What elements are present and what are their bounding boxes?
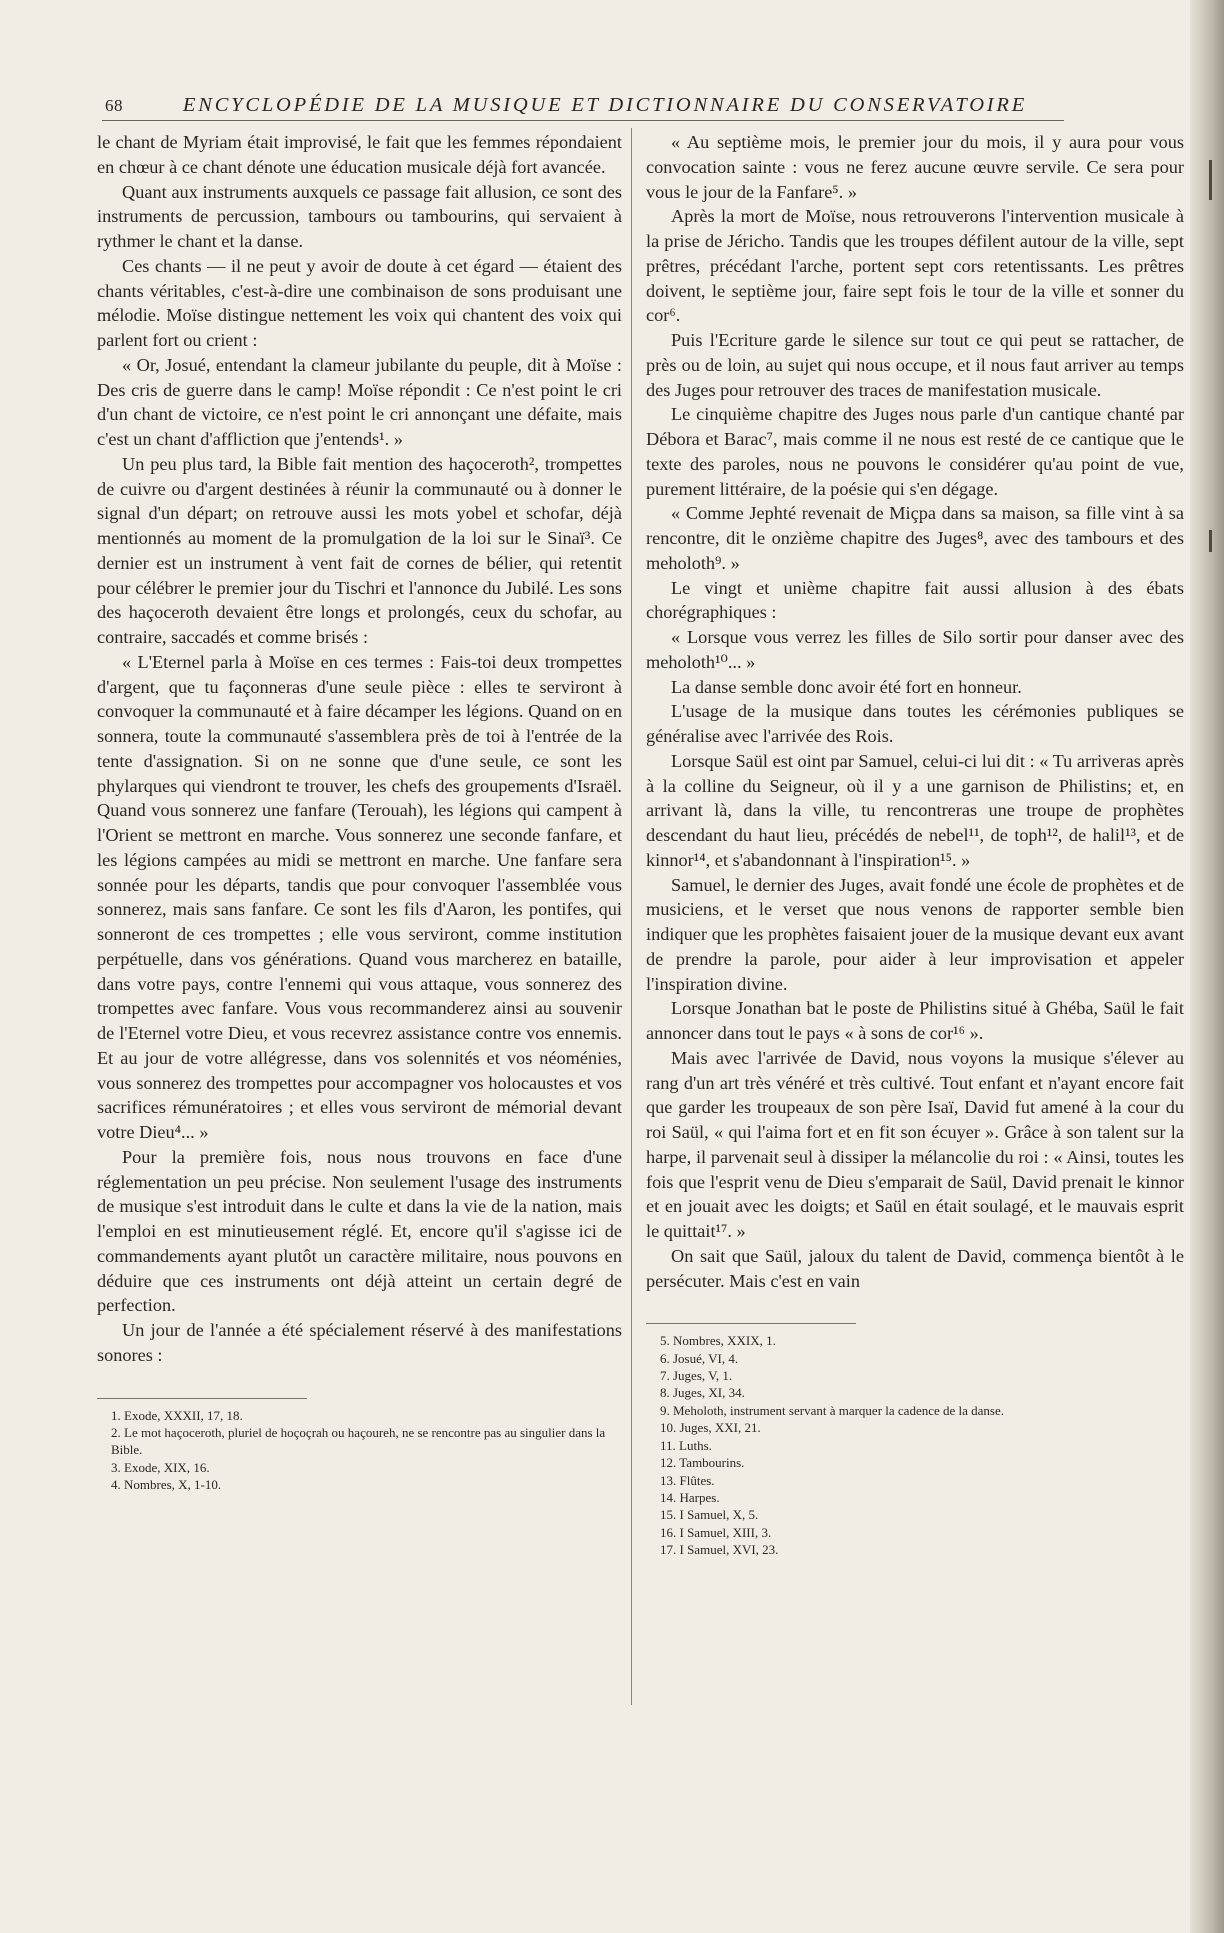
- paragraph: Un peu plus tard, la Bible fait mention des haçoceroth², trompettes de cuivre ou d'argent destinées à réunir la communauté ou à donner le signal d'un départ; on retrouve aussi les mots yobel et schofar, déjà mentionnés au moment de la promulgation de la loi sur le Sinaï³. Ce dernier est un instrument à vent fait de cornes de bélier, qui retentit pour célébrer le premier jour du Tischri et l'annonce du Jubilé. Les sons des haçoceroth devaient être longs et prolongés, ceux du schofar, au contraire, saccadés et comme brisés :: [97, 453, 622, 647]
- footnote: 12. Tambourins.: [660, 1455, 745, 1471]
- paragraph: Samuel, le dernier des Juges, avait fondé une école de prophètes et de musiciens, et le verset que nous venons de rapporter semble bien indiquer que les prophètes faisaient jouer de la musique devant eux avant de prendre la parole, pour aider à leur improvisation et appeler l'inspiration divine.: [646, 874, 1184, 994]
- footnote: 9. Meholoth, instrument servant à marquer la cadence de la danse.: [660, 1402, 1005, 1418]
- paragraph: « Or, Josué, entendant la clameur jubilante du peuple, dit à Moïse : Des cris de guerre dans le camp! Moïse répondit : Ce n'est point le cri d'un chant de victoire, ce n'est point le cri annonçant une défaite, mais c'est un chant d'affliction que j'entends¹. »: [97, 354, 622, 449]
- page-edge: [1190, 0, 1224, 1933]
- paragraph: Mais avec l'arrivée de David, nous voyons la musique s'élever au rang d'un art très vénéré et très cultivé. Tout enfant et n'ayant encore fait que garder les troupeaux de son père Isaï, David fut amené à la cour du roi Saül, « qui l'aima fort et en fit son écuyer ». Grâce à son talent sur la harpe, il parvenait seul à dissiper la mélancolie du roi : « Ainsi, toutes les fois que l'esprit venu de Dieu s'emparait de Saül, David prenait le kinnor et en jouait avec les doigts; et Saül en était soulagé, et le mauvais esprit le quittait¹⁷. »: [646, 1047, 1184, 1241]
- footnote: 6. Josué, VI, 4.: [660, 1350, 739, 1366]
- paragraph: La danse semble donc avoir été fort en honneur.: [671, 676, 1022, 697]
- paragraph: « L'Eternel parla à Moïse en ces termes : Fais-toi deux trompettes d'argent, que tu façonneras d'une seule pièce : elles te serviront à convoquer la communauté et à faire décamper les légions. Quand on en sonnera, toute la communauté s'assemblera près de toi à l'entrée de la tente d'assignation. Si on ne sonne que d'une seule, ce sont les phylarques qui viendront te trouver, les chefs des groupements d'Israël. Quand vous sonnerez une fanfare (Terouah), les légions qui campent à l'Orient se mettront en marche. Vous sonnerez une seconde fanfare, et les légions campées au midi se mettront en marche. Une fanfare sera sonnée pour les départs, tandis que pour convoquer l'assemblée vous sonnerez, mais sans fanfare. Ce sont les fils d'Aaron, les pontifes, qui sonneront de ces trompettes ; elle vous serviront, comme institution perpétuelle, dans vos générations. Quand vous marcherez en bataille, dans votre pays, contre l'ennemi qui vous attaque, vous sonnerez des trompettes avec fanfare. Vous vous recommanderez ainsi au souvenir de l'Eternel votre Dieu, et vous recevrez assistance contre vos ennemis. Et au jour de votre allégresse, dans vos solennités et vos néoménies, vous sonnerez des trompettes pour accompagner vos holocaustes et vos sacrifices rémunératoires ; et elles vous serviront de mémorial devant votre Dieu⁴... »: [97, 651, 622, 1142]
- page-header: [105, 94, 1065, 120]
- footnote: 17. I Samuel, XVI, 23.: [660, 1542, 779, 1558]
- footnote: 2. Le mot haçoceroth, pluriel de hoçoçrah ou haçoureh, ne se rencontre pas au singulier dans la Bible.: [111, 1424, 606, 1458]
- footnote-rule: [97, 1398, 307, 1399]
- footnote: 3. Exode, XIX, 16.: [111, 1459, 210, 1475]
- paragraph: L'usage de la musique dans toutes les cérémonies publiques se généralise avec l'arrivée des Rois.: [646, 701, 1184, 746]
- footnote: 13. Flûtes.: [660, 1472, 715, 1488]
- paragraph: Le vingt et unième chapitre fait aussi allusion à des ébats chorégraphiques :: [646, 577, 1184, 623]
- running-title: ENCYCLOPÉDIE DE LA MUSIQUE ET DICTIONNAIRE DU CONSERVATOIRE: [182, 94, 1028, 116]
- right-column: [646, 130, 1184, 1559]
- edge-mark: [1209, 530, 1212, 552]
- footnote: 8. Juges, XI, 34.: [660, 1385, 745, 1401]
- paragraph: Après la mort de Moïse, nous retrouverons l'intervention musicale à la prise de Jéricho. Tandis que les troupes défilent autour de la ville, sept prêtres, précédant l'arche, portent sept cors retentissants. Les prêtres doivent, le septième jour, faire sept fois le tour de la ville et sonner du cor⁶.: [646, 206, 1184, 326]
- left-column: [97, 130, 622, 1494]
- paragraph: Le cinquième chapitre des Juges nous parle d'un cantique chanté par Débora et Barac⁷, mais comme il ne nous est resté de ce cantique que le texte des paroles, nous ne pouvons le considérer qu'au point de vue, purement littéraire, de la poésie qui s'en dégage.: [646, 404, 1184, 499]
- footnote: 5. Nombres, XXIX, 1.: [660, 1333, 776, 1349]
- paragraph: Quant aux instruments auxquels ce passage fait allusion, ce sont des instruments de percussion, tambours ou tambourins, qui servaient à rythmer le chant et la danse.: [97, 181, 622, 251]
- paragraph: Lorsque Saül est oint par Samuel, celui-ci lui dit : « Tu arriveras après à la colline du Seigneur, où il y a une garnison de Philistins; et, en arrivant là, dans la ville, tu rencontreras une troupe de prophètes descendant du haut lieu, précédés de nebel¹¹, de toph¹², de halil¹³, et de kinnor¹⁴, et s'abandonnant à l'inspiration¹⁵. »: [646, 750, 1184, 870]
- right-footnotes: [646, 1319, 1184, 1558]
- paragraph: le chant de Myriam était improvisé, le fait que les femmes répondaient en chœur à ce chant dénote une éducation musicale déjà fort avancée.: [97, 132, 622, 177]
- header-rule: [102, 120, 1064, 121]
- left-footnotes: [97, 1394, 622, 1494]
- footnote: 10. Juges, XXI, 21.: [660, 1420, 761, 1436]
- paragraph: « Au septième mois, le premier jour du mois, il y aura pour vous convocation sainte : vous ne ferez aucune œuvre servile. Ce sera pour vous le jour de la Fanfare⁵. »: [646, 132, 1184, 202]
- paragraph: « Comme Jephté revenait de Miçpa dans sa maison, sa fille vint à sa rencontre, dit le onzième chapitre des Juges⁸, avec des tambours et des meholoth⁹. »: [646, 503, 1184, 573]
- footnote: 16. I Samuel, XIII, 3.: [660, 1524, 772, 1540]
- footnote-rule: [646, 1323, 856, 1324]
- footnote: 14. Harpes.: [660, 1489, 720, 1505]
- paragraph: « Lorsque vous verrez les filles de Silo sortir pour danser avec des meholoth¹⁰... »: [646, 627, 1184, 672]
- footnote: 7. Juges, V, 1.: [660, 1368, 733, 1384]
- paragraph: Pour la première fois, nous nous trouvons en face d'une réglementation un peu précise. Non seulement l'usage des instruments de musique s'est introduit dans le culte et dans la vie de la nation, mais l'emploi en est minutieusement réglé. Et, encore qu'il s'agisse ici de commandements ayant plutôt un caractère militaire, nous pouvons en déduire que ces instruments ont déjà atteint un certain degré de perfection.: [97, 1146, 622, 1316]
- column-divider: [631, 128, 632, 1705]
- footnote: 4. Nombres, X, 1-10.: [111, 1477, 222, 1493]
- footnote: 15. I Samuel, X, 5.: [660, 1507, 759, 1523]
- page-number: 68: [105, 96, 123, 115]
- paragraph: Lorsque Jonathan bat le poste de Philistins situé à Ghéba, Saül le fait annoncer dans tout le pays « à sons de cor¹⁶ ».: [646, 998, 1184, 1043]
- paragraph: On sait que Saül, jaloux du talent de David, commença bientôt à le persécuter. Mais c'est en vain: [646, 1245, 1184, 1291]
- footnote: 11. Luths.: [660, 1437, 712, 1453]
- footnote: 1. Exode, XXXII, 17, 18.: [111, 1407, 243, 1423]
- paragraph: Ces chants — il ne peut y avoir de doute à cet égard — étaient des chants véritables, c'est-à-dire une combinaison de sons produisant une mélodie. Moïse distingue nettement les voix qui chantent des voix qui parlent fort ou crient :: [97, 255, 622, 350]
- paragraph: Puis l'Ecriture garde le silence sur tout ce qui peut se rattacher, de près ou de loin, au sujet qui nous occupe, et il nous faut arriver au temps des Juges pour retrouver des traces de manifestation musicale.: [646, 330, 1184, 400]
- edge-mark: [1209, 160, 1212, 200]
- paragraph: Un jour de l'année a été spécialement réservé à des manifestations sonores :: [97, 1320, 622, 1365]
